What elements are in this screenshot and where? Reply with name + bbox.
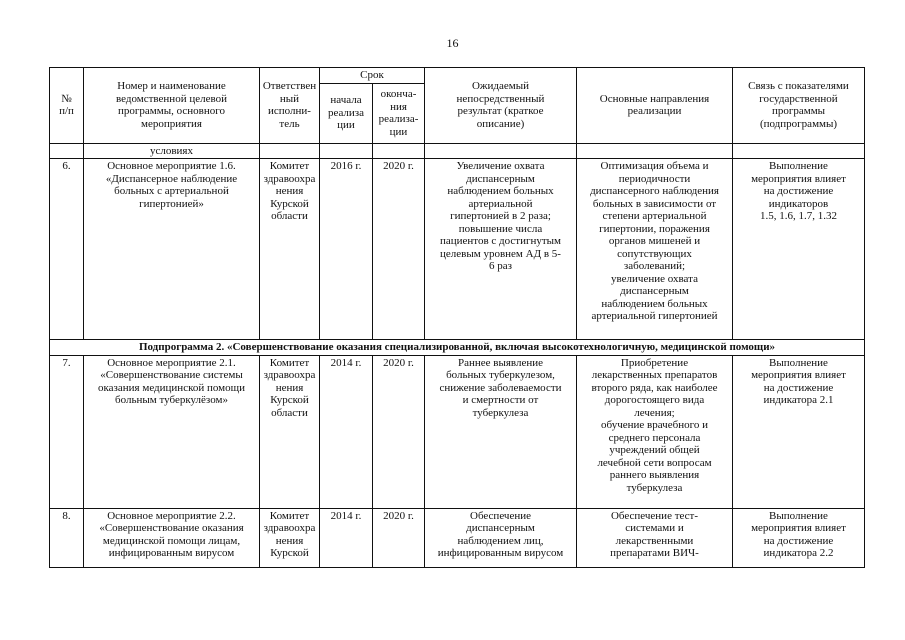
row-name: Основное мероприятие 1.6. «Диспансерное наблюдение больных с артериальной гипертонией» xyxy=(84,159,260,340)
row-responsible: Комитет здравоохра нения Курской области xyxy=(260,355,320,508)
header-indicator-link: Связь с показателями государственной программы (подпрограммы) xyxy=(733,68,865,144)
program-measures-table xyxy=(49,67,865,568)
header-main-directions: Основные направления реализации xyxy=(577,68,733,144)
header-expected-result: Ожидаемый непосредственный результат (краткое описание) xyxy=(425,68,577,144)
header-responsible: Ответствен ный исполни- тель xyxy=(260,68,320,144)
row-link: Выполнение мероприятия влияет на достижение индикаторов 1.5, 1.6, 1.7, 1.32 xyxy=(733,159,865,340)
row-directions: Оптимизация объема и периодичности диспансерного наблюдения больных в зависимости от степени артериальной гипертонии, поражения органов мишеней и сопутствующих заболеваний; увеличение охвата диспансерным наблюдением больных артериальной гипертонией xyxy=(577,159,733,340)
row-directions: Обеспечение тест- системами и лекарственными препаратами ВИЧ- xyxy=(577,508,733,567)
header-term-start: начала реализа ции xyxy=(320,83,373,143)
row-num: 7. xyxy=(50,355,84,508)
table-row xyxy=(50,143,865,159)
header-num: № п/п xyxy=(50,68,84,144)
row-result: Обеспечение диспансерным наблюдением лиц, инфицированным вирусом xyxy=(425,508,577,567)
header-name: Номер и наименование ведомственной целевой программы, основного мероприятия xyxy=(84,68,260,144)
row-end: 2020 г. xyxy=(373,508,425,567)
continuation-text: условиях xyxy=(84,143,260,159)
row-link: Выполнение мероприятия влияет на достижение индикатора 2.2 xyxy=(733,508,865,567)
row-responsible: Комитет здравоохра нения Курской области xyxy=(260,159,320,340)
row-name: Основное мероприятие 2.2. «Совершенствование оказания медицинской помощи лицам, инфицированным вирусом xyxy=(84,508,260,567)
header-term: Срок xyxy=(320,68,425,84)
row-start: 2014 г. xyxy=(320,355,373,508)
subprogram-row xyxy=(50,340,865,356)
row-result: Увеличение охвата диспансерным наблюдением больных артериальной гипертонией в 2 раза; повышение числа пациентов с достигнутым целевым уровнем АД в 5- 6 раз xyxy=(425,159,577,340)
header-term-end: оконча- ния реализа- ции xyxy=(373,83,425,143)
row-result: Раннее выявление больных туберкулезом, снижение заболеваемости и смертности от туберкулеза xyxy=(425,355,577,508)
row-end: 2020 г. xyxy=(373,159,425,340)
row-num: 8. xyxy=(50,508,84,567)
table-row xyxy=(50,355,865,508)
row-link: Выполнение мероприятия влияет на достижение индикатора 2.1 xyxy=(733,355,865,508)
row-name: Основное мероприятие 2.1. «Совершенствование системы оказания медицинской помощи больным туберкулёзом» xyxy=(84,355,260,508)
row-num: 6. xyxy=(50,159,84,340)
row-directions: Приобретение лекарственных препаратов второго ряда, как наиболее дорогостоящего вида лечения; обучение врачебного и среднего персонала учреждений общей лечебной сети вопросам раннего выявления туберкулеза xyxy=(577,355,733,508)
row-start: 2014 г. xyxy=(320,508,373,567)
row-start: 2016 г. xyxy=(320,159,373,340)
subprogram-title: Подпрограмма 2. «Совершенствование оказания специализированной, включая высокотехнологичную, медицинской помощи» xyxy=(50,340,865,356)
table-row xyxy=(50,159,865,340)
row-end: 2020 г. xyxy=(373,355,425,508)
row-responsible: Комитет здравоохра нения Курской xyxy=(260,508,320,567)
table-row xyxy=(50,508,865,567)
page-number: 16 xyxy=(446,36,459,50)
